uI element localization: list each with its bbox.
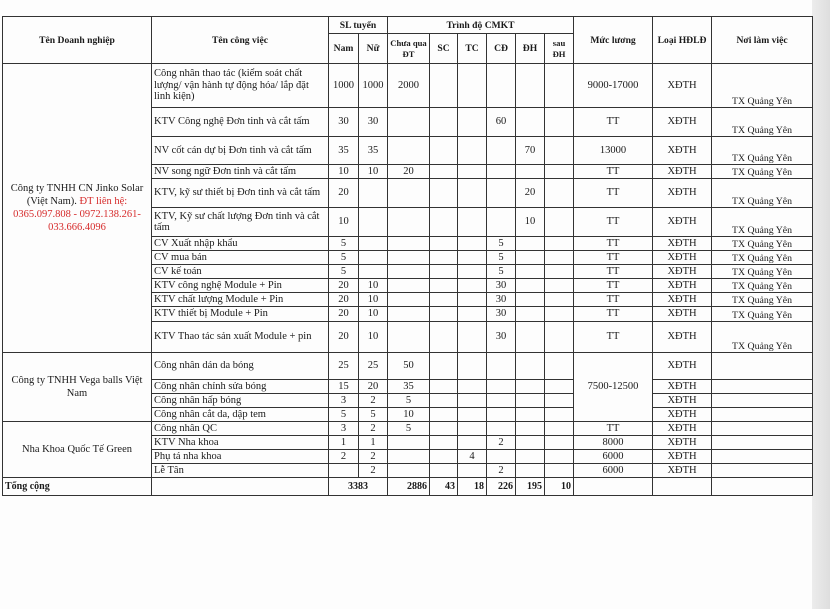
cell-cd — [487, 64, 516, 108]
header-tc: TC — [458, 34, 487, 64]
job-title: KTV công nghệ Module + Pin — [152, 279, 329, 293]
cell-cd — [487, 165, 516, 179]
cell-salary: TT — [574, 322, 653, 353]
cell-location: TX Quảng Yên — [712, 237, 813, 251]
cell-saudh — [545, 408, 574, 422]
total-sc: 43 — [430, 478, 458, 496]
header-salary: Mức lương — [574, 17, 653, 64]
cell-nam: 5 — [329, 251, 359, 265]
cell-tc — [458, 108, 487, 137]
cell-dh — [516, 450, 545, 464]
cell-nu: 10 — [359, 322, 388, 353]
job-title: KTV thiết bị Module + Pin — [152, 307, 329, 322]
job-title: KTV Công nghệ Đơn tinh và cắt tấm — [152, 108, 329, 137]
cell-chua — [388, 464, 430, 478]
cell-location: TX Quảng Yên — [712, 208, 813, 237]
cell-cd: 5 — [487, 251, 516, 265]
cell-contract: XĐTH — [653, 464, 712, 478]
cell-chua — [388, 265, 430, 279]
cell-contract: XĐTH — [653, 165, 712, 179]
cell-sc — [430, 237, 458, 251]
cell-contract: XĐTH — [653, 108, 712, 137]
cell-dh — [516, 251, 545, 265]
cell-contract: XĐTH — [653, 208, 712, 237]
cell-cd — [487, 353, 516, 380]
cell-location: TX Quảng Yên — [712, 251, 813, 265]
cell-cd — [487, 408, 516, 422]
cell-sc — [430, 353, 458, 380]
job-title: KTV chất lượng Module + Pin — [152, 293, 329, 307]
total-row — [3, 478, 813, 496]
cell-salary: TT — [574, 251, 653, 265]
cell-nam — [329, 464, 359, 478]
cell-contract: XĐTH — [653, 450, 712, 464]
cell-saudh — [545, 137, 574, 165]
cell-sc — [430, 436, 458, 450]
cell-nu: 20 — [359, 380, 388, 394]
cell-chua: 10 — [388, 408, 430, 422]
cell-saudh — [545, 450, 574, 464]
header-job: Tên công việc — [152, 17, 329, 64]
job-title: NV cốt cán dự bị Đơn tinh và cắt tấm — [152, 137, 329, 165]
cell-saudh — [545, 353, 574, 380]
total-label: Tổng cộng — [3, 478, 152, 496]
job-title: CV Xuất nhập khẩu — [152, 237, 329, 251]
cell-tc — [458, 279, 487, 293]
cell-dh — [516, 353, 545, 380]
cell-tc — [458, 394, 487, 408]
cell-tc — [458, 464, 487, 478]
cell-sc — [430, 265, 458, 279]
total-cd: 226 — [487, 478, 516, 496]
cell-contract: XĐTH — [653, 436, 712, 450]
cell-sc — [430, 380, 458, 394]
cell-salary: 6000 — [574, 450, 653, 464]
cell-nam: 2 — [329, 450, 359, 464]
cell-cd: 30 — [487, 279, 516, 293]
cell-tc — [458, 237, 487, 251]
cell-nam: 1 — [329, 436, 359, 450]
cell-contract: XĐTH — [653, 265, 712, 279]
cell-dh — [516, 394, 545, 408]
cell-location: TX Quảng Yên — [712, 137, 813, 165]
cell-dh: 10 — [516, 208, 545, 237]
cell-tc — [458, 380, 487, 394]
cell-chua — [388, 436, 430, 450]
cell-chua — [388, 251, 430, 265]
cell-saudh — [545, 108, 574, 137]
cell-dh — [516, 265, 545, 279]
cell-location: TX Quảng Yên — [712, 265, 813, 279]
cell-chua — [388, 322, 430, 353]
cell-location: TX Quảng Yên — [712, 293, 813, 307]
cell-salary: TT — [574, 165, 653, 179]
job-title: Công nhân thao tác (kiểm soát chất lượng/ vận hành tự động hóa/ lắp đặt linh kiện) — [152, 64, 329, 108]
cell-location — [712, 450, 813, 464]
cell-salary: 9000-17000 — [574, 64, 653, 108]
total-dh: 195 — [516, 478, 545, 496]
cell-cd: 30 — [487, 322, 516, 353]
cell-salary: 6000 — [574, 464, 653, 478]
header-sl-group: SL tuyển — [329, 17, 388, 34]
job-title: KTV Nha khoa — [152, 436, 329, 450]
cell-contract: XĐTH — [653, 237, 712, 251]
cell-contract: XĐTH — [653, 322, 712, 353]
cell-location — [712, 380, 813, 394]
cell-nam: 20 — [329, 179, 359, 208]
cell-saudh — [545, 179, 574, 208]
cell-contract: XĐTH — [653, 293, 712, 307]
cell-nam: 20 — [329, 307, 359, 322]
cell-contract: XĐTH — [653, 64, 712, 108]
cell-dh — [516, 279, 545, 293]
cell-saudh — [545, 464, 574, 478]
cell-chua — [388, 279, 430, 293]
cell-chua — [388, 237, 430, 251]
cell-tc: 4 — [458, 450, 487, 464]
cell-tc — [458, 422, 487, 436]
cell-tc — [458, 251, 487, 265]
cell-sc — [430, 307, 458, 322]
cell-nu — [359, 265, 388, 279]
cell-dh — [516, 380, 545, 394]
cell-contract: XĐTH — [653, 380, 712, 394]
cell-tc — [458, 293, 487, 307]
cell-cd: 2 — [487, 436, 516, 450]
cell-sc — [430, 322, 458, 353]
cell-salary: TT — [574, 208, 653, 237]
cell-location — [712, 353, 813, 380]
recruitment-table — [2, 16, 813, 496]
header-cd: CĐ — [487, 34, 516, 64]
cell-cd: 60 — [487, 108, 516, 137]
table-row — [3, 353, 813, 380]
cell-tc — [458, 208, 487, 237]
job-title: Công nhân dán da bóng — [152, 353, 329, 380]
header-sau-dh: sau ĐH — [545, 34, 574, 64]
cell-cd — [487, 208, 516, 237]
cell-contract: XĐTH — [653, 137, 712, 165]
cell-dh — [516, 64, 545, 108]
cell-nu: 2 — [359, 422, 388, 436]
cell-contract: XĐTH — [653, 251, 712, 265]
cell-chua: 20 — [388, 165, 430, 179]
cell-chua — [388, 307, 430, 322]
job-title: CV kế toán — [152, 265, 329, 279]
cell-location: TX Quảng Yên — [712, 307, 813, 322]
total-chua: 2886 — [388, 478, 430, 496]
job-title: KTV, kỹ sư thiết bị Đơn tinh và cắt tấm — [152, 179, 329, 208]
cell-nu — [359, 208, 388, 237]
cell-nam: 20 — [329, 293, 359, 307]
cell-saudh — [545, 279, 574, 293]
cell-saudh — [545, 436, 574, 450]
cell-saudh — [545, 422, 574, 436]
header-nam: Nam — [329, 34, 359, 64]
cell-saudh — [545, 251, 574, 265]
cell-dh: 20 — [516, 179, 545, 208]
job-title: Phụ tá nha khoa — [152, 450, 329, 464]
cell-cd: 30 — [487, 307, 516, 322]
cell-saudh — [545, 322, 574, 353]
cell-sc — [430, 179, 458, 208]
cell-nam: 5 — [329, 265, 359, 279]
cell-sc — [430, 165, 458, 179]
cell-nu: 30 — [359, 108, 388, 137]
cell-contract: XĐTH — [653, 279, 712, 293]
cell-chua — [388, 450, 430, 464]
cell-sc — [430, 422, 458, 436]
header-sc: SC — [430, 34, 458, 64]
cell-salary: TT — [574, 279, 653, 293]
cell-saudh — [545, 307, 574, 322]
cell-location: TX Quảng Yên — [712, 108, 813, 137]
cell-salary: TT — [574, 108, 653, 137]
cell-nam: 25 — [329, 353, 359, 380]
cell-sc — [430, 408, 458, 422]
cell-sc — [430, 108, 458, 137]
cell-contract: XĐTH — [653, 422, 712, 436]
cell-chua — [388, 208, 430, 237]
table-row — [3, 64, 813, 108]
header-trinhdo-group: Trình độ CMKT — [388, 17, 574, 34]
cell-saudh — [545, 394, 574, 408]
cell-cd — [487, 380, 516, 394]
cell-saudh — [545, 64, 574, 108]
company-cell-jinko — [3, 64, 152, 353]
cell-nu: 2 — [359, 450, 388, 464]
header-nu: Nữ — [359, 34, 388, 64]
cell-tc — [458, 307, 487, 322]
cell-salary: TT — [574, 265, 653, 279]
total-empty — [574, 478, 653, 496]
cell-nam: 20 — [329, 322, 359, 353]
cell-nam: 5 — [329, 408, 359, 422]
cell-sc — [430, 293, 458, 307]
cell-dh — [516, 293, 545, 307]
cell-salary: 7500-12500 — [574, 353, 653, 422]
cell-location: TX Quảng Yên — [712, 279, 813, 293]
cell-chua: 50 — [388, 353, 430, 380]
cell-dh — [516, 165, 545, 179]
cell-cd: 30 — [487, 293, 516, 307]
cell-cd — [487, 394, 516, 408]
header-contract: Loại HĐLĐ — [653, 17, 712, 64]
header-location: Nơi làm việc — [712, 17, 813, 64]
job-title: Lễ Tân — [152, 464, 329, 478]
cell-sc — [430, 394, 458, 408]
cell-sc — [430, 279, 458, 293]
job-title: Công nhân cắt da, dập tem — [152, 408, 329, 422]
cell-tc — [458, 408, 487, 422]
cell-nam: 5 — [329, 237, 359, 251]
cell-location: TX Quảng Yên — [712, 165, 813, 179]
job-title: CV mua bán — [152, 251, 329, 265]
cell-sc — [430, 64, 458, 108]
cell-cd: 2 — [487, 464, 516, 478]
cell-nu: 5 — [359, 408, 388, 422]
cell-salary: TT — [574, 307, 653, 322]
cell-location: TX Quảng Yên — [712, 179, 813, 208]
cell-cd: 5 — [487, 237, 516, 251]
cell-sc — [430, 251, 458, 265]
cell-nu: 25 — [359, 353, 388, 380]
cell-tc — [458, 165, 487, 179]
job-title: Công nhân chỉnh sửa bóng — [152, 380, 329, 394]
cell-contract: XĐTH — [653, 179, 712, 208]
cell-sc — [430, 137, 458, 165]
cell-nam: 15 — [329, 380, 359, 394]
cell-location: TX Quảng Yên — [712, 64, 813, 108]
cell-nu: 2 — [359, 394, 388, 408]
cell-nam: 20 — [329, 279, 359, 293]
company-contact: ĐT liên hệ: 0365.097.808 - 0972.138.261-033.666.4096 — [13, 196, 141, 233]
cell-nam: 35 — [329, 137, 359, 165]
cell-tc — [458, 265, 487, 279]
cell-sc — [430, 464, 458, 478]
table-row — [3, 422, 813, 436]
cell-nu: 10 — [359, 293, 388, 307]
cell-chua — [388, 293, 430, 307]
cell-tc — [458, 137, 487, 165]
total-tc: 18 — [458, 478, 487, 496]
company-name: Công ty TNHH CN Jinko Solar (Việt Nam). — [10, 183, 144, 207]
cell-tc — [458, 436, 487, 450]
cell-chua — [388, 108, 430, 137]
cell-dh — [516, 422, 545, 436]
cell-dh — [516, 108, 545, 137]
cell-chua: 2000 — [388, 64, 430, 108]
cell-nu: 10 — [359, 165, 388, 179]
cell-cd — [487, 450, 516, 464]
cell-tc — [458, 64, 487, 108]
cell-dh — [516, 237, 545, 251]
job-title: Công nhân hấp bóng — [152, 394, 329, 408]
cell-cd: 5 — [487, 265, 516, 279]
cell-contract: XĐTH — [653, 353, 712, 380]
cell-sc — [430, 450, 458, 464]
cell-nam: 3 — [329, 394, 359, 408]
cell-saudh — [545, 380, 574, 394]
page-edge-shadow — [812, 0, 830, 609]
cell-dh — [516, 307, 545, 322]
cell-sc — [430, 208, 458, 237]
cell-salary: 13000 — [574, 137, 653, 165]
cell-location — [712, 394, 813, 408]
cell-location: TX Quảng Yên — [712, 322, 813, 353]
company-cell-vega: Công ty TNHH Vega balls Việt Nam — [3, 353, 152, 422]
cell-saudh — [545, 165, 574, 179]
cell-saudh — [545, 237, 574, 251]
cell-saudh — [545, 208, 574, 237]
cell-contract: XĐTH — [653, 408, 712, 422]
job-title: KTV Thao tác sản xuất Module + pin — [152, 322, 329, 353]
cell-nu: 35 — [359, 137, 388, 165]
cell-tc — [458, 353, 487, 380]
header-company: Tên Doanh nghiệp — [3, 17, 152, 64]
cell-tc — [458, 322, 487, 353]
header-chua-qua-dt: Chưa qua ĐT — [388, 34, 430, 64]
cell-salary: TT — [574, 179, 653, 208]
cell-nam: 10 — [329, 165, 359, 179]
cell-contract: XĐTH — [653, 307, 712, 322]
cell-nu — [359, 251, 388, 265]
cell-nam: 3 — [329, 422, 359, 436]
cell-location — [712, 464, 813, 478]
cell-nu: 10 — [359, 307, 388, 322]
cell-dh — [516, 322, 545, 353]
cell-salary: TT — [574, 237, 653, 251]
cell-chua — [388, 137, 430, 165]
cell-saudh — [545, 265, 574, 279]
cell-location — [712, 436, 813, 450]
cell-cd — [487, 179, 516, 208]
cell-nu — [359, 179, 388, 208]
cell-nam: 30 — [329, 108, 359, 137]
company-cell-nhakhoa: Nha Khoa Quốc Tế Green — [3, 422, 152, 478]
cell-chua: 5 — [388, 394, 430, 408]
cell-chua: 35 — [388, 380, 430, 394]
cell-salary: 8000 — [574, 436, 653, 450]
total-empty — [712, 478, 813, 496]
cell-saudh — [545, 293, 574, 307]
cell-cd — [487, 422, 516, 436]
total-sl: 3383 — [329, 478, 388, 496]
cell-chua — [388, 179, 430, 208]
cell-chua: 5 — [388, 422, 430, 436]
cell-location — [712, 408, 813, 422]
job-title: NV song ngữ Đơn tinh và cắt tấm — [152, 165, 329, 179]
cell-nu: 10 — [359, 279, 388, 293]
cell-dh — [516, 436, 545, 450]
job-title: Công nhân QC — [152, 422, 329, 436]
cell-cd — [487, 137, 516, 165]
total-saudh: 10 — [545, 478, 574, 496]
cell-dh — [516, 408, 545, 422]
cell-nam: 10 — [329, 208, 359, 237]
cell-salary: TT — [574, 422, 653, 436]
cell-location — [712, 422, 813, 436]
total-spacer — [152, 478, 329, 496]
cell-tc — [458, 179, 487, 208]
cell-dh: 70 — [516, 137, 545, 165]
cell-dh — [516, 464, 545, 478]
job-title: KTV, Kỹ sư chất lượng Đơn tinh và cắt tấm — [152, 208, 329, 237]
cell-nu: 1 — [359, 436, 388, 450]
header-dh: ĐH — [516, 34, 545, 64]
cell-nu: 1000 — [359, 64, 388, 108]
cell-nu: 2 — [359, 464, 388, 478]
cell-nam: 1000 — [329, 64, 359, 108]
cell-nu — [359, 237, 388, 251]
cell-salary: TT — [574, 293, 653, 307]
cell-contract: XĐTH — [653, 394, 712, 408]
total-empty — [653, 478, 712, 496]
